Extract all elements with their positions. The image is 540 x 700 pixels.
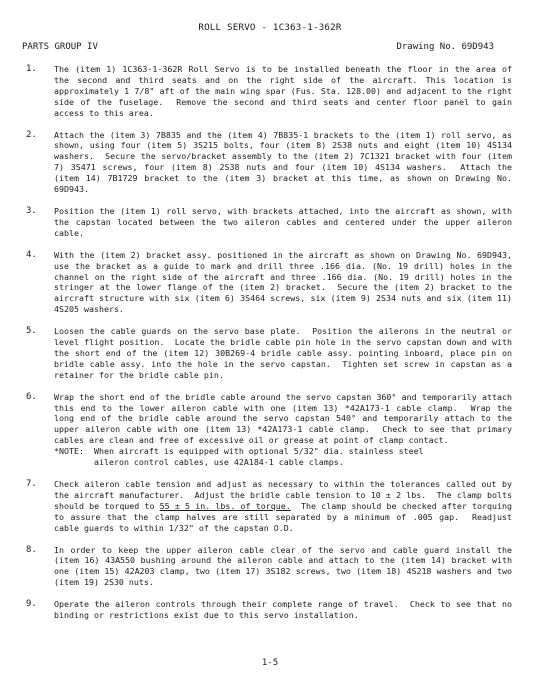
step-1 [26, 64, 517, 119]
step-text: In order to keep the upper aileron cable clear of the servo and cable guard install the (item 16) 43A550 bushing around the aileron cable and attach to the (item 14) bracket with one (item 15) 42A203 clamp, two (item 17) 3S182 screws, two (item 18) 4S218 washers and two (item 19) 2S30 nuts. [54, 544, 517, 588]
step-number: 1. [26, 64, 37, 74]
step-text-before: Check aileron cable tension and adjust as necessary to within the tolerances called out by the aircraft manufacturer. Adjust the bridle cable tension to 10 ± 2 lbs. The clamp bolts should be torqued to [54, 479, 517, 511]
step-4 [26, 249, 517, 315]
drawing-number: Drawing No. 69D943 [396, 42, 494, 52]
step-text: Attach the (item 3) 7B835 and the (item 4) 7B835-1 brackets to the (item 1) roll servo, as shown, using four (item 5) 3S215 bolts, four (item 8) 2S38 nuts and eight (item 10) 4S134 washers. Secure the servo/bracket assembly to the (item 2) 7C1321 bracket with four (item 7) 3S471 screws, four (item 8) 2S38 nuts and four (item 10) 4S134 washers. Attach the (item 14) 7B1729 bracket to the (item 3) bracket at this time, as shown on Drawing No. 69D943. [54, 129, 517, 195]
step-text: The (item 1) 1C363-1-362R Roll Servo is to be installed beneath the floor in the area of the second and third seats and on the right side of the aircraft. This location is approximately 1 7/8" aft of the main wing spar (Fus. Sta. 128.00) and adjacent to the right side of the fuselage. Remove the second and third seats and center floor panel to gain access to this area. [54, 64, 517, 118]
step-number: 2. [26, 129, 37, 140]
step-number: 4. [26, 249, 37, 260]
step-6 [26, 392, 512, 468]
step-9 [26, 599, 517, 621]
step-number: 7. [26, 479, 37, 489]
step-text: Position the (item 1) roll servo, with brackets attached, into the aircraft as shown, with the capstan located between the two aileron cables and centered under the upper aileron cable. [54, 205, 517, 238]
step-text: Operate the aileron controls through their complete range of travel. Check to see that no binding or restrictions exist due to this servo installation. [54, 599, 517, 621]
parts-group-label: PARTS GROUP IV [22, 42, 98, 52]
step-number: 9. [26, 599, 37, 610]
instruction-steps [26, 64, 517, 632]
step-text: Wrap the short end of the bridle cable around the servo capstan 360° and temporarily attach this end to the lower aileron cable with one (item 13) *42A173-1 cable clamp. Wrap the long end of the bridle cable around the servo capstan 540° and temporarily attach to the upper aileron cable with one (item 13) *42A173-1 cable clamp. Check to see that primary cables are clean and free of excessive oil or grease at point of clamp contact. *NOTE: When aircraft is equipped with optional 5/32" dia. stainless steel aileron control cables, use 42A184-1 cable clamps. [54, 391, 512, 468]
step-text [54, 479, 517, 534]
step-number: 3. [26, 205, 37, 216]
step-number: 5. [26, 326, 37, 337]
step-8 [26, 544, 517, 589]
torque-spec: 55 ± 5 in. lbs. of torque. [159, 500, 291, 511]
document-title: ROLL SERVO - 1C363-1-362R [198, 22, 342, 33]
step-3 [26, 205, 517, 239]
step-7 [26, 479, 517, 534]
step-5 [26, 326, 517, 381]
step-text: With the (item 2) bracket assy. positioned in the aircraft as shown on Drawing No. 69D943, use the bracket as a guide to mark and drill three .166 dia. (No. 19 drill) holes in the channel on the right side of the aircraft and three .166 dia. (No. 19 drill) holes in the stringer at the lower flange of the (item 2) bracket. Secure the (item 2) bracket to the aircraft structure with six (item 6) 3S464 screws, six (item 9) 2S34 nuts and six (item 11) 4S205 washers. [54, 249, 517, 315]
step-text-after: The clamp should be checked after torquing to assure that the clamp halves are still separated by a minimum of .005 gap. Readjust cable guards to within 1/32" of the capstan O.D. [54, 500, 517, 533]
page-number: 1-5 [261, 658, 279, 668]
step-number: 6. [26, 391, 37, 402]
step-2 [26, 129, 517, 195]
step-text: Loosen the cable guards on the servo base plate. Position the ailerons in the neutral or level flight position. Locate the bridle cable pin hole in the servo capstan down and with the short end of the (item 12) 30B269-4 bridle cable assy. pointing inboard, place pin on bridle cable assy. into the hole in the servo capstan. Tighten set screw in capstan as a retainer for the bridle cable pin. [54, 326, 517, 380]
step-number: 8. [26, 544, 37, 555]
